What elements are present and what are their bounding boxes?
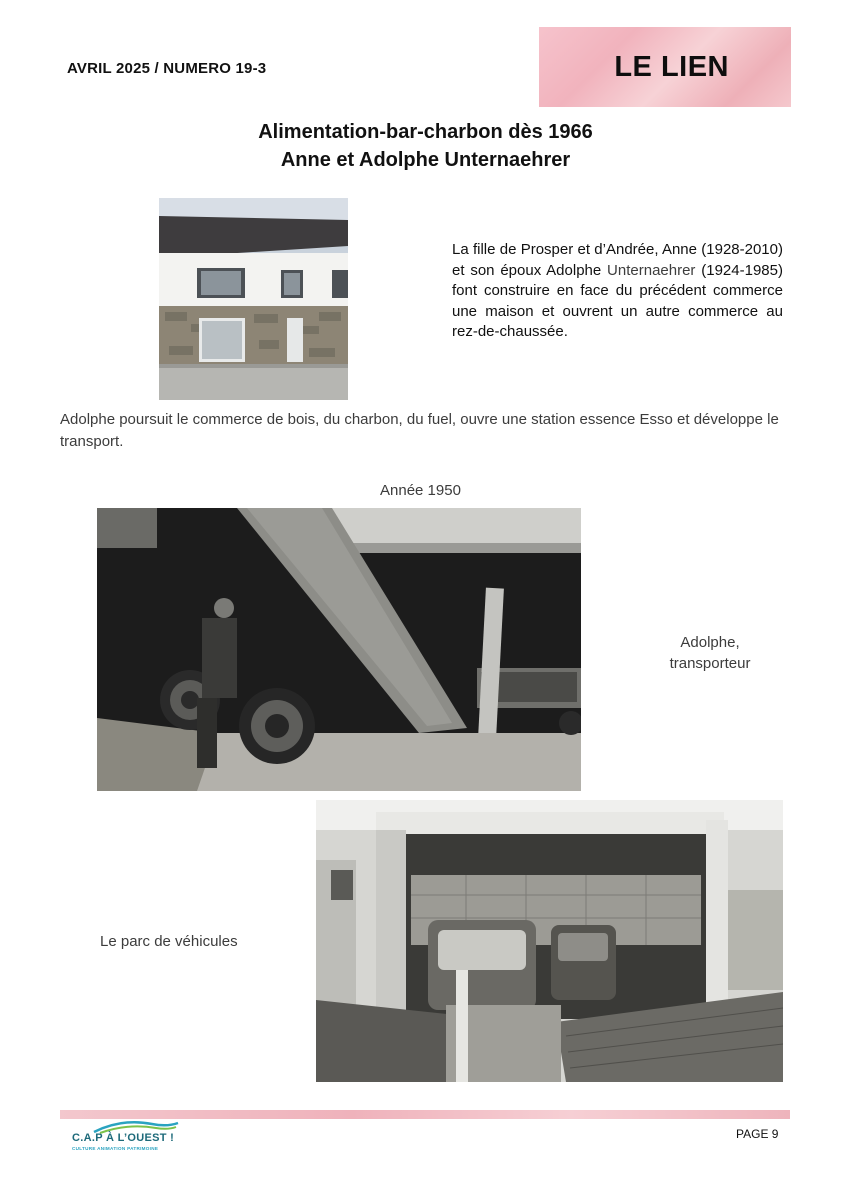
caption-parc: Le parc de véhicules <box>100 933 238 950</box>
headline-line-1: Alimentation-bar-charbon dès 1966 <box>258 121 593 143</box>
body-paragraph: Adolphe poursuit le commerce de bois, du charbon, du fuel, ouvre une station essence Esso et développe le transport. <box>60 411 779 450</box>
cap-logo <box>72 1120 182 1160</box>
footer-band <box>60 1110 790 1119</box>
headline-line-2: Anne et Adolphe Unternaehrer <box>280 149 571 171</box>
year-caption: Année 1950 <box>380 482 461 499</box>
logo-sub-text: CULTURE ANIMATION PATRIMOINE <box>72 1146 159 1151</box>
truck-photo <box>97 508 581 791</box>
article-headline <box>0 118 851 174</box>
intro-surname: Unternaehrer <box>607 261 696 279</box>
house-photo <box>159 198 348 400</box>
issue-line: AVRIL 2025 / NUMERO 19-3 <box>67 60 267 77</box>
caption-adolphe-line-1: Adolphe, <box>680 634 740 651</box>
page-number: PAGE 9 <box>736 1127 779 1141</box>
intro-text-start: La fille de Prosper et d’Andrée, Anne (1928-2010) et son époux Adolphe <box>452 241 783 279</box>
intro-text-end: (1924-1985) font construire en face du précédent commerce une maison et ouvrent un autre commerce au rez-de-chaussée. <box>452 261 783 340</box>
intro-text <box>452 240 783 343</box>
logo-main-text: C.A.P À L’OUEST ! <box>72 1132 175 1144</box>
caption-adolphe-line-2: transporteur <box>669 655 751 672</box>
brand-title: LE LIEN <box>614 51 729 83</box>
brand-banner <box>539 27 791 107</box>
garage-photo <box>316 800 783 1082</box>
caption-adolphe <box>640 632 780 674</box>
